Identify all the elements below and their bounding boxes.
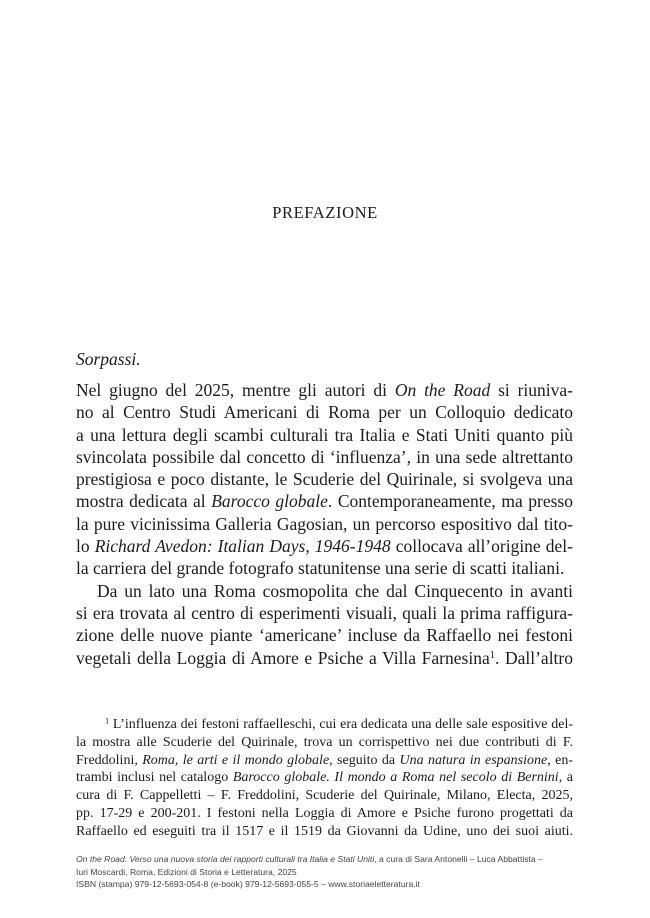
body-line: Da un lato una Roma cosmopolita che dal Cinquecento in avanti xyxy=(97,580,573,601)
body-line: la carriera del grande fotografo statunitense una serie di scatti italiani. xyxy=(76,558,565,579)
italic-title: Barocco globale xyxy=(211,491,328,512)
footnote-line: Freddolini, Roma, le arti e il mondo globale, seguito da Una natura in espansione, en- xyxy=(76,752,574,768)
body-line: si era trovata al centro di esperimenti visuali, quali la prima raffigura- xyxy=(76,602,573,623)
section-heading: Sorpassi. xyxy=(76,349,141,369)
footnote-line: Raffaello ed eseguiti tra il 1517 e il 1519 da Giovanni da Udine, uno dei suoi aiuti. xyxy=(76,823,573,839)
footnote-line: $^1$ L’influenza dei festoni raffaelleschi, cui era dedicata una delle sale espositive del- xyxy=(105,716,573,732)
italic-title: On the Road xyxy=(394,380,491,400)
footnote-line: la mostra alle Scuderie del Quirinale, trova un corrispettivo nei due contributi di F. xyxy=(76,734,573,750)
footnote xyxy=(76,716,573,841)
footnote-mark: 1 xyxy=(105,716,110,726)
footnote-ref: 1 xyxy=(489,649,495,661)
colophon xyxy=(76,853,573,891)
body-line: mostra dedicata al Barocco globale. Contemporaneamente, ma presso xyxy=(76,491,573,512)
footnote-line: cura di F. Cappelletti – F. Freddolini, Scuderie del Quirinale, Milano, Electa, 2025, xyxy=(76,788,573,804)
body-line: a una lettura degli scambi culturali tra Italia e Stati Uniti quanto più xyxy=(76,424,573,445)
footnote-line: pp. 17-29 e 200-201. I festoni nella Loggia di Amore e Psiche furono progettati da xyxy=(76,805,573,821)
body-line: zione delle nuove piante ‘americane’ incluse da Raffaello nei festoni xyxy=(76,625,573,646)
body-line: no al Centro Studi Americani di Roma per un Colloquio dedicato xyxy=(76,402,573,423)
italic-title: Richard Avedon: Italian Days, 1946-1948 xyxy=(94,536,391,557)
page-title: PREFAZIONE xyxy=(272,203,378,222)
colophon-line: On the Road. Verso una nuova storia dei rapporti culturali tra Italia e Stati Uniti, a cura di Sara Antonelli – Luca Abbattista – xyxy=(76,854,543,864)
colophon-line: Iuri Moscardi, Roma, Edizioni di Storia e Letteratura, 2025 xyxy=(76,866,297,877)
colophon-line: ISBN (stampa) 979-12-5693-054-8 (e-book) 979-12-5693-055-5 – www.storiaeletteratura.it xyxy=(76,879,420,889)
body-line: svincolata possibile dal concetto di ‘influenza’, in una sede altrettanto xyxy=(76,446,573,467)
body-line: prestigiosa e poco distante, le Scuderie del Quirinale, si svolgeva una xyxy=(76,469,573,490)
body-line: la pure vicinissima Galleria Gagosian, un percorso espositivo dal tito- xyxy=(76,513,573,534)
body-line: Nel giugno del 2025, mentre gli autori di On the Road si riuniva- xyxy=(76,380,573,400)
body-line: lo Richard Avedon: Italian Days, 1946-1948 collocava all’origine del- xyxy=(76,536,573,557)
body-text xyxy=(76,379,573,669)
body-line: vegetali della Loggia di Amore e Psiche a Villa Farnesina$^1$. Dall’altro xyxy=(76,647,573,668)
footnote-line: trambi inclusi nel catalogo Barocco globale. Il mondo a Roma nel secolo di Bernini, a xyxy=(76,770,574,786)
